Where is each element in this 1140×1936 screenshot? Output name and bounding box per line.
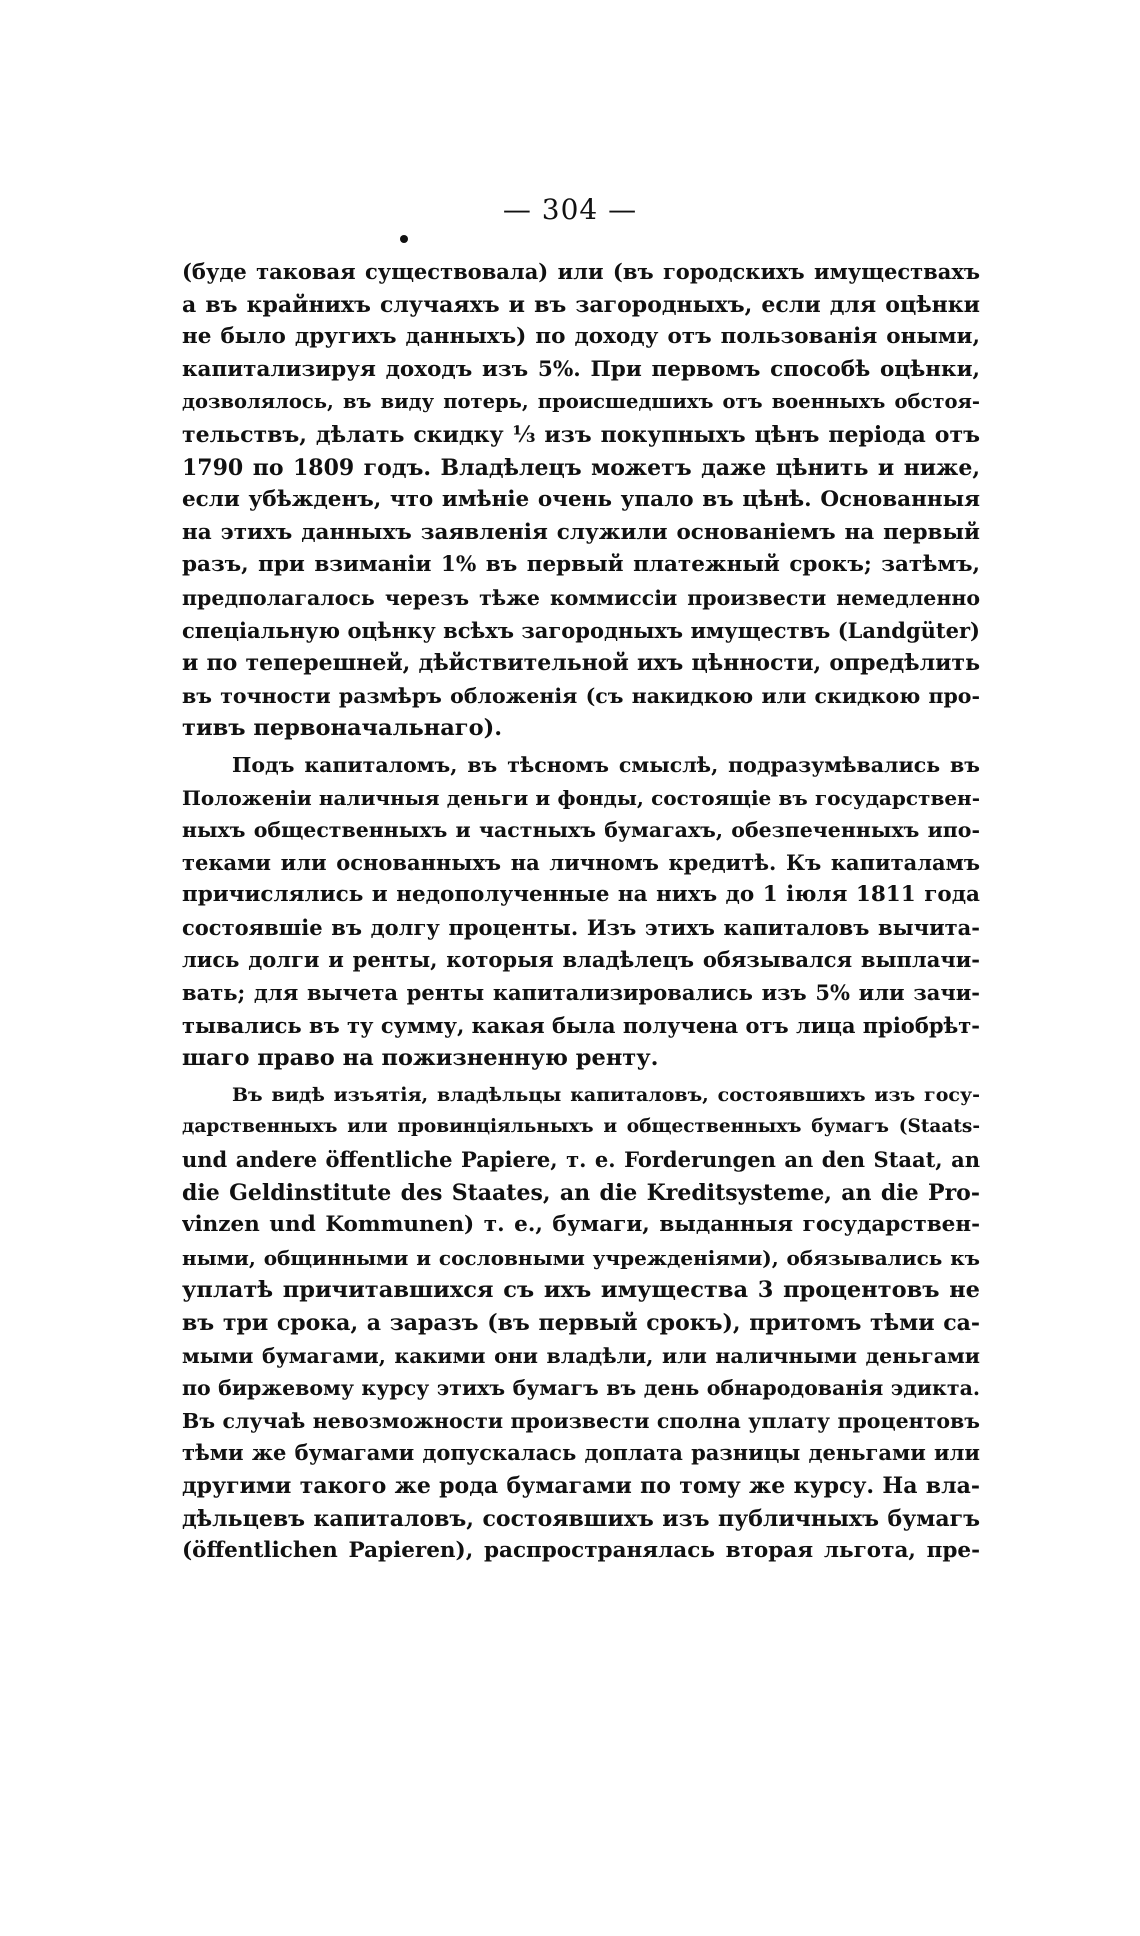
text-line: лись долги и ренты, которыя владѣлецъ обязывался выплачи-	[182, 947, 980, 973]
text-line: дозволялось, въ виду потерь, происшедшихъ отъ военныхъ обстоя-	[182, 390, 980, 414]
text-line: если убѣжденъ, что имѣніе очень упало въ цѣнѣ. Основанныя	[182, 487, 980, 513]
text-line: мыми бумагами, какими они владѣли, или наличными деньгами	[182, 1343, 980, 1368]
text-line: дарственныхъ или провинціяльныхъ и общественныхъ бумагъ (Staats-	[182, 1116, 980, 1138]
text-line: шаго право на пожизненную ренту.	[182, 1045, 659, 1072]
page-number: — 304 —	[502, 193, 638, 226]
text-line: вать; для вычета ренты капитализировались изъ 5% или зачи-	[182, 980, 980, 1006]
text-line: другими такого же рода бумагами по тому же курсу. На вла-	[182, 1472, 980, 1499]
text-line: Въ видѣ изъятія, владѣльцы капиталовъ, состоявшихъ изъ госу-	[232, 1083, 980, 1106]
text-line: Подъ капиталомъ, въ тѣсномъ смыслѣ, подразумѣвались въ	[232, 752, 980, 777]
text-line: (öffentlichen Papieren), распространялась вторая льгота, пре-	[182, 1538, 980, 1564]
text-line: die Geldinstitute des Staates, an die Kreditsysteme, an die Pro-	[182, 1179, 980, 1206]
text-line: Положеніи наличныя деньги и фонды, состоящіе въ государствен-	[182, 785, 980, 810]
text-line: въ три срока, а заразъ (въ первый срокъ), притомъ тѣми са-	[182, 1310, 980, 1336]
text-line: на этихъ данныхъ заявленія служили основаніемъ на первый	[182, 519, 980, 545]
text-line: тывались въ ту сумму, какая была получена отъ лица пріобрѣт-	[182, 1012, 980, 1038]
text-line: тельствъ, дѣлать скидку ⅓ изъ покупныхъ цѣнъ періода отъ	[182, 421, 980, 448]
text-line: und andere öffentliche Papiere, т. е. Forderungen an den Staat, an	[182, 1147, 980, 1173]
text-line: не было другихъ данныхъ) по доходу отъ пользованія оными,	[182, 324, 980, 350]
text-line: дѣльцевъ капиталовъ, состоявшихъ изъ публичныхъ бумагъ	[182, 1505, 980, 1532]
text-line: ныхъ общественныхъ и частныхъ бумагахъ, обезпеченныхъ ипо-	[182, 818, 980, 843]
text-line: 1790 по 1809 годъ. Владѣлецъ можетъ даже цѣнить и ниже,	[182, 454, 980, 481]
text-line: vinzen und Kommunen) т. е., бумаги, выданныя государствен-	[182, 1212, 980, 1238]
text-line: теками или основанныхъ на личномъ кредитѣ. Къ капиталамъ	[182, 849, 980, 875]
paragraph	[182, 749, 980, 1075]
paragraph	[182, 1079, 980, 1568]
text-line: (буде таковая существовала) или (въ городскихъ имуществахъ	[182, 259, 980, 284]
text-line: по биржевому курсу этихъ бумагъ въ день обнародованія эдикта.	[182, 1376, 980, 1401]
text-line: капитализируя доходъ изъ 5%. При первомъ способѣ оцѣнки,	[182, 356, 980, 382]
text-line: ными, общинными и сословными учрежденіями), обязывались къ	[182, 1245, 980, 1270]
paragraph	[182, 256, 980, 745]
text-line: въ точности размѣръ обложенія (съ накидкою или скидкою про-	[182, 683, 980, 708]
text-line: а въ крайнихъ случаяхъ и въ загородныхъ, если для оцѣнки	[182, 291, 980, 318]
body-text	[182, 256, 980, 1568]
text-line: состоявшіе въ долгу проценты. Изъ этихъ капиталовъ вычита-	[182, 914, 980, 940]
text-line: разъ, при взиманіи 1% въ первый платежный срокъ; затѣмъ,	[182, 552, 980, 578]
text-line: Въ случаѣ невозможности произвести сполна уплату процентовъ	[182, 1408, 980, 1433]
text-line: уплатѣ причитавшихся съ ихъ имущества 3 процентовъ не	[182, 1277, 980, 1304]
text-line: спеціальную оцѣнку всѣхъ загородныхъ имуществъ (Landgüter)	[182, 617, 980, 643]
ink-speck	[400, 235, 408, 243]
text-line: тѣми же бумагами допускалась доплата разницы деньгами или	[182, 1440, 980, 1466]
text-line: предполагалось черезъ тѣже коммиссіи произвести немедленно	[182, 585, 980, 610]
text-line: причислялись и недополученные на нихъ до 1 іюля 1811 года	[182, 882, 980, 908]
text-line: и по теперешней, дѣйствительной ихъ цѣнности, опредѣлить	[182, 650, 980, 677]
text-line: тивъ первоначальнаго).	[182, 715, 503, 742]
